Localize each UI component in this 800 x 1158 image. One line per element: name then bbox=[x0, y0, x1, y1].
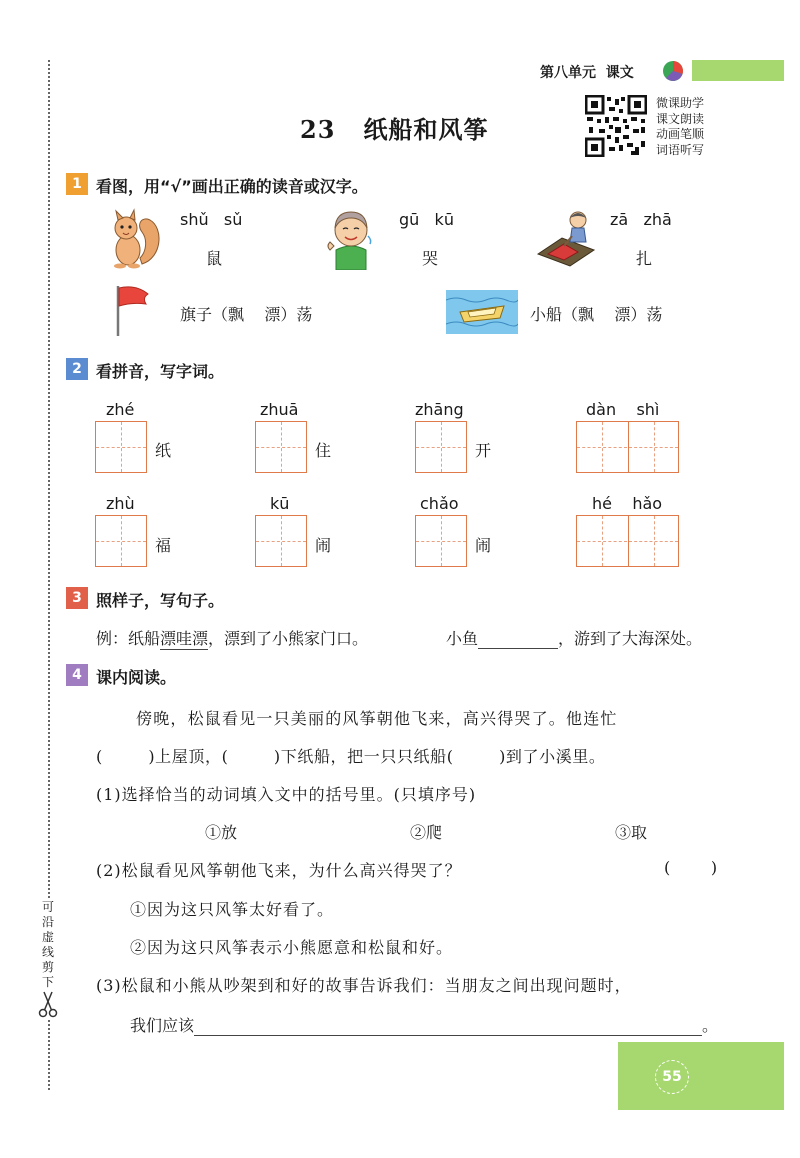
phrase-flag: 旗子（飘 漂）荡 bbox=[180, 305, 313, 324]
squirrel-icon bbox=[102, 208, 164, 270]
header-green-bar bbox=[692, 60, 784, 81]
pinyin-ku: kū bbox=[270, 494, 290, 513]
section-2-number: 2 bbox=[66, 358, 88, 380]
flag-icon bbox=[112, 284, 158, 338]
word-suffix: 纸 bbox=[155, 441, 172, 460]
section-2-title: 看拼音，写字词。 bbox=[96, 362, 225, 381]
question-3: (3)松鼠和小熊从吵架到和好的故事告诉我们：当朋友之间出现问题时， bbox=[96, 976, 632, 995]
pinyin-zhe: zhé bbox=[106, 400, 135, 419]
hanzi-1: 鼠 bbox=[206, 249, 223, 268]
section-4-title: 课内阅读。 bbox=[96, 668, 177, 687]
hanzi-2: 哭 bbox=[422, 249, 439, 268]
crying-girl-icon bbox=[322, 206, 380, 270]
pinyin-zhu: zhù bbox=[106, 494, 135, 513]
pinyin-options-1: shǔ sǔ bbox=[180, 210, 243, 229]
pinyin-zhua: zhuā bbox=[260, 400, 299, 419]
word-suffix: 闹 bbox=[475, 536, 492, 555]
footer-green-block bbox=[618, 1042, 784, 1110]
qr-code-icon[interactable] bbox=[585, 95, 647, 157]
word-suffix: 闹 bbox=[315, 536, 332, 555]
question-2: (2)松鼠看见风筝朝他飞来，为什么高兴得哭了？ bbox=[96, 861, 462, 880]
task-sentence: 小鱼 ，游到了大海深处。 bbox=[446, 629, 703, 648]
kite-making-icon bbox=[534, 208, 598, 268]
answer-line-3[interactable] bbox=[194, 1017, 702, 1036]
writing-grid[interactable] bbox=[576, 515, 679, 567]
writing-grid[interactable] bbox=[95, 421, 147, 473]
writing-grid[interactable] bbox=[255, 515, 307, 567]
pinyin-chao: chǎo bbox=[420, 494, 459, 513]
section-3-title: 照样子，写句子。 bbox=[96, 591, 225, 610]
option-fang: ①放 bbox=[205, 823, 238, 842]
reading-paragraph-line-2: ( )上屋顶，( )下纸船，把一只只纸船( )到了小溪里。 bbox=[96, 747, 606, 766]
section-1-number: 1 bbox=[66, 173, 88, 195]
sentence-blank[interactable] bbox=[478, 630, 558, 649]
scissors-icon bbox=[36, 990, 60, 1018]
section-3-number: 3 bbox=[66, 587, 88, 609]
writing-grid[interactable] bbox=[95, 515, 147, 567]
page-number: 55 bbox=[655, 1060, 689, 1094]
section-4-number: 4 bbox=[66, 664, 88, 686]
unit-label: 第八单元 课文 bbox=[540, 65, 634, 81]
question-1: (1)选择恰当的动词填入文中的括号里。(只填序号) bbox=[96, 785, 477, 804]
word-suffix: 住 bbox=[315, 441, 332, 460]
phrase-boat: 小船（飘 漂）荡 bbox=[530, 305, 663, 324]
example-underlined: 漂哇漂 bbox=[160, 626, 208, 650]
word-suffix: 福 bbox=[155, 536, 172, 555]
option-pa: ②爬 bbox=[410, 823, 443, 842]
reading-paragraph-line-1: 傍晚，松鼠看见一只美丽的风筝朝他飞来，高兴得哭了。他连忙 bbox=[136, 709, 618, 728]
pinyin-danshi: dàn shì bbox=[586, 400, 660, 419]
cut-instruction: 可沿虚线剪下 bbox=[41, 900, 54, 989]
section-1-title: 看图，用“√”画出正确的读音或汉字。 bbox=[96, 177, 368, 196]
boat-icon bbox=[446, 290, 518, 334]
writing-grid[interactable] bbox=[255, 421, 307, 473]
option-qu: ③取 bbox=[615, 823, 648, 842]
writing-grid[interactable] bbox=[415, 421, 467, 473]
qr-feature-list: 微课助学 课文朗读 动画笔顺 词语听写 bbox=[656, 96, 705, 157]
q2-option-2: ②因为这只风筝表示小熊愿意和松鼠和好。 bbox=[130, 938, 454, 957]
word-suffix: 开 bbox=[475, 441, 492, 460]
question-3-answer: 我们应该 。 bbox=[130, 1016, 719, 1035]
writing-grid[interactable] bbox=[415, 515, 467, 567]
color-ball-icon bbox=[662, 60, 684, 82]
answer-blank-2[interactable]: ( ) bbox=[664, 858, 718, 877]
hanzi-3: 扎 bbox=[636, 249, 653, 268]
lesson-title: 23 纸船和风筝 bbox=[300, 115, 489, 144]
pinyin-options-3: zā zhā bbox=[610, 210, 672, 229]
writing-grid[interactable] bbox=[576, 421, 679, 473]
q2-option-1: ①因为这只风筝太好看了。 bbox=[130, 900, 335, 919]
pinyin-zhang: zhāng bbox=[415, 400, 464, 419]
pinyin-hehao: hé hǎo bbox=[592, 494, 663, 513]
pinyin-options-2: gū kū bbox=[399, 210, 454, 229]
example-sentence: 例：纸船漂哇漂，漂到了小熊家门口。 bbox=[96, 626, 368, 650]
